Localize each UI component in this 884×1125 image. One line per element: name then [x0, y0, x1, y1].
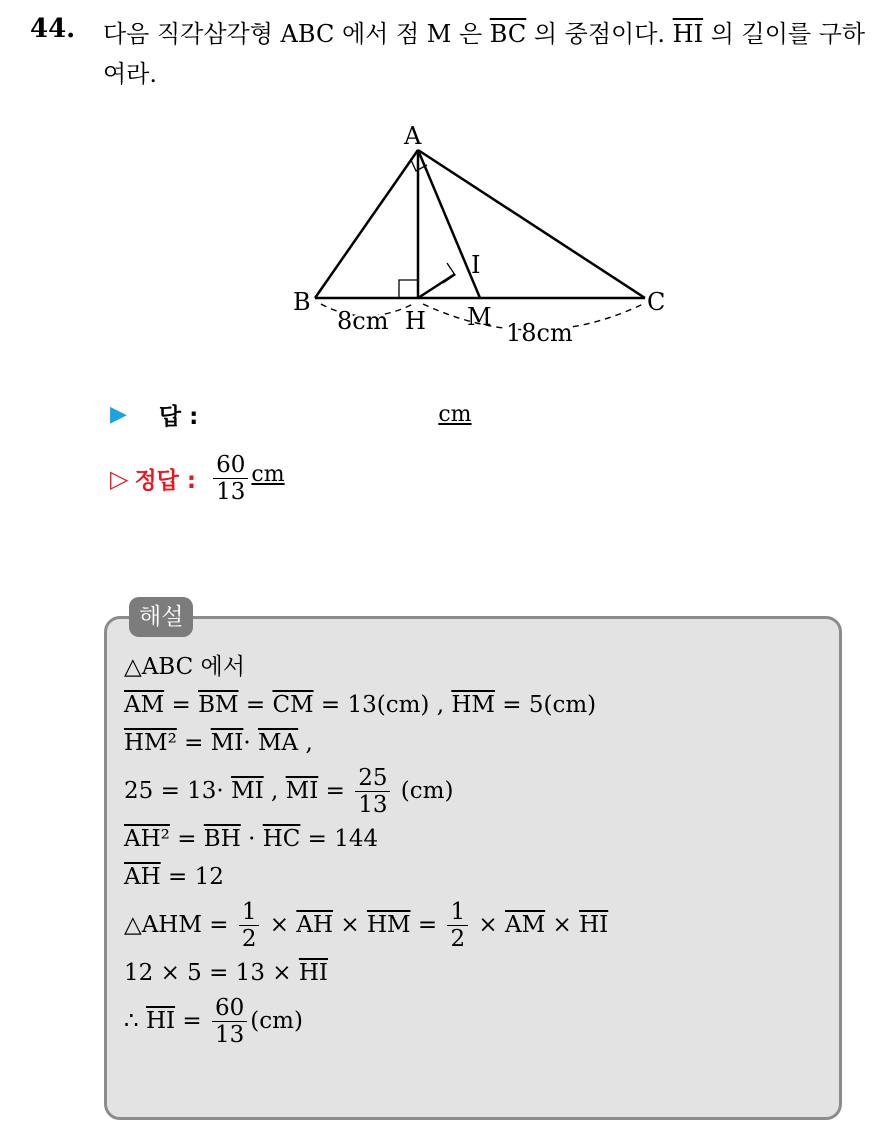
solution-line	[124, 686, 608, 724]
question-segment: 의 중점이다.	[526, 20, 673, 48]
triangle-figure	[285, 118, 685, 358]
question-segment: $\overline{HI}$	[672, 20, 704, 48]
solution-text: $\overline{HM}$	[451, 692, 495, 718]
solution-text: $\overline{BM}$	[198, 692, 239, 718]
solution-text: $\overline{MA}$	[258, 730, 299, 756]
solution-text: =	[318, 778, 353, 804]
outline-play-icon: ▷	[110, 464, 129, 493]
fraction: $\frac{1}{2}$	[447, 899, 468, 952]
fraction: $\frac{1}{2}$	[239, 899, 260, 952]
solution-text: = 144	[300, 826, 379, 852]
question-number: 44.	[30, 14, 76, 44]
label-m: M	[467, 303, 492, 331]
solution-text: =	[175, 1008, 210, 1034]
solution-text: =	[169, 826, 204, 852]
solution-text: △AHM =	[124, 912, 236, 938]
solution-text: $\overline{AH}$	[124, 864, 161, 890]
solution-text: $\overline{HI}$	[298, 960, 329, 986]
solution-lines	[124, 648, 608, 1050]
solution-text: ×	[262, 912, 297, 938]
solution-text: ,	[263, 778, 286, 804]
correct-answer-unit: cm	[251, 462, 285, 487]
solution-text: = 5(cm)	[494, 692, 597, 718]
solution-text: △ABC 에서	[124, 654, 245, 680]
solution-line	[124, 858, 608, 896]
solution-text: = 12	[160, 864, 224, 890]
solution-text: (cm)	[250, 1008, 303, 1034]
solution-text: = 13(cm) ,	[313, 692, 452, 718]
label-a: A	[404, 122, 422, 150]
solution-tab: 해설	[129, 597, 193, 637]
length-hc: 18cm	[506, 319, 573, 347]
segment-hi	[418, 274, 455, 298]
solution-line	[124, 992, 608, 1050]
solution-text: ×	[545, 912, 580, 938]
question-segment: 다음 직각삼각형 ABC 에서 점 M 은	[103, 20, 490, 48]
fraction: $\frac{25}{13}$	[355, 765, 390, 818]
question-text	[103, 14, 873, 94]
label-b: B	[293, 288, 311, 316]
solution-text: $\overline{MI}$	[285, 778, 319, 804]
solution-text: $\overline{CM}$	[272, 692, 314, 718]
play-icon: ▶	[110, 402, 127, 427]
question-segment: $\overline{BC}$	[489, 20, 527, 48]
solution-text: ∴	[124, 1008, 146, 1034]
solution-text: (cm)	[393, 778, 454, 804]
right-angle-mark-h	[399, 280, 418, 298]
solution-text: $\overline{MI}$	[231, 778, 264, 804]
solution-text: =	[176, 730, 211, 756]
solution-text: 12 × 5 = 13 ×	[124, 960, 299, 986]
solution-text: $\overline{HM}$	[366, 912, 411, 938]
label-h: H	[405, 307, 426, 335]
solution-text: =	[164, 692, 199, 718]
correct-answer-label: 정답 :	[134, 468, 197, 494]
label-i: I	[471, 251, 481, 279]
solution-text: ,	[298, 730, 313, 756]
fraction: $\frac{60}{13}$	[212, 995, 247, 1048]
length-bh: 8cm	[337, 307, 389, 335]
solution-text: =	[238, 692, 273, 718]
solution-text: $\overline{HI}$	[145, 1008, 176, 1034]
answer-unit: cm	[438, 402, 472, 427]
question-segment: 의 길이를 구하여라.	[103, 20, 866, 88]
solution-text: ·	[240, 826, 263, 852]
solution-text: 25 = 13·	[124, 778, 232, 804]
solution-text: $\overline{HI}$	[579, 912, 609, 938]
solution-line	[124, 896, 608, 954]
solution-text: AH²	[124, 826, 170, 852]
correct-answer-row	[110, 452, 285, 505]
solution-line	[124, 724, 608, 762]
correct-answer-fraction: $\frac{60}{13}$	[213, 452, 248, 505]
solution-text: $\overline{AM}$	[124, 692, 165, 718]
answer-label: 답 :	[158, 404, 199, 430]
label-c: C	[647, 288, 666, 316]
solution-text: ·	[243, 730, 258, 756]
solution-text: $\overline{AM}$	[505, 912, 546, 938]
solution-text: $\overline{AH}$	[296, 912, 334, 938]
solution-text: ×	[333, 912, 367, 938]
solution-line	[124, 954, 608, 992]
solution-text: HM²	[124, 730, 177, 756]
side-ab	[315, 150, 418, 298]
solution-line	[124, 762, 608, 820]
solution-text: ×	[471, 912, 505, 938]
answer-row	[110, 398, 472, 431]
solution-line	[124, 648, 608, 686]
solution-text: $\overline{HC}$	[262, 826, 301, 852]
solution-line	[124, 820, 608, 858]
solution-text: $\overline{MI}$	[210, 730, 244, 756]
solution-text: =	[410, 912, 445, 938]
solution-text: $\overline{BH}$	[203, 826, 241, 852]
